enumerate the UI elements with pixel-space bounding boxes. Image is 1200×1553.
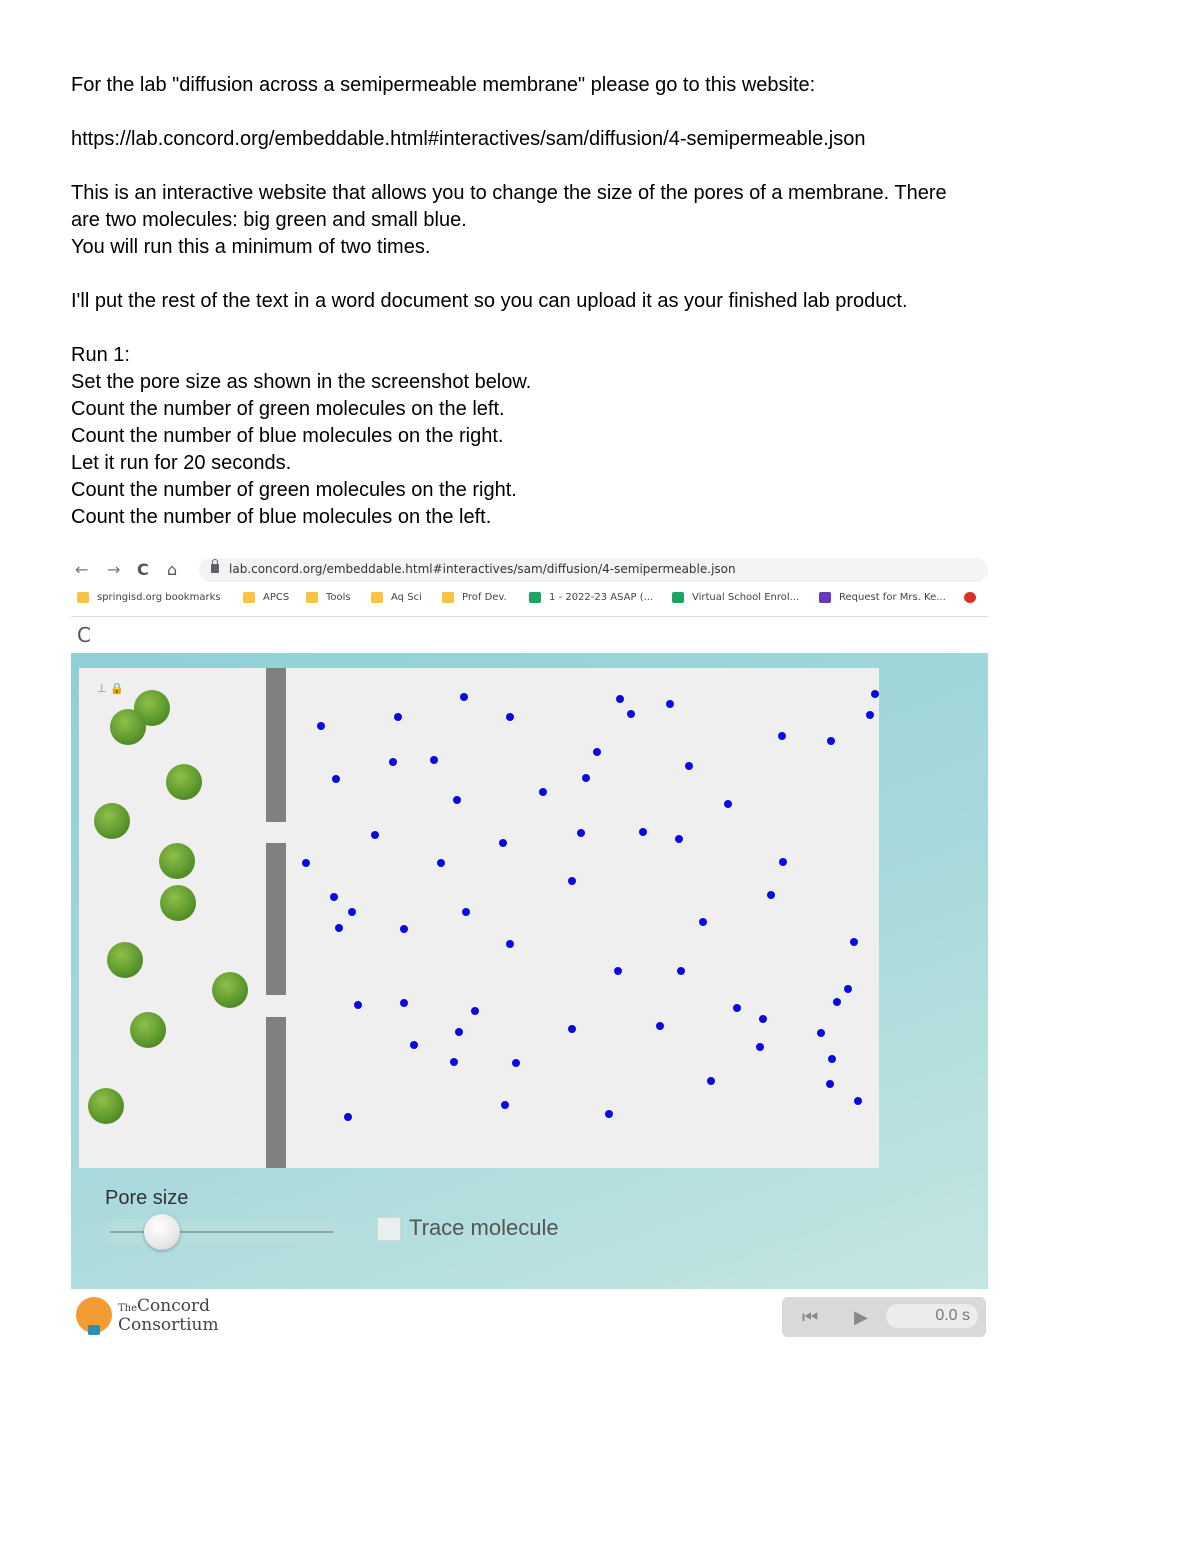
concord-consortium-logo[interactable]: TheConcord Consortium [76,1297,219,1333]
blue-molecule [577,829,585,837]
blue-molecule [854,1097,862,1105]
blue-molecule [354,1001,362,1009]
bookmark-item[interactable] [964,592,984,603]
instruction-4: Let it run for 20 seconds. [71,452,292,474]
blue-molecule [453,796,461,804]
membrane-segment [266,843,286,995]
time-display: 0.0 s [886,1304,978,1328]
blue-molecule [656,1022,664,1030]
browser-screenshot [71,556,988,1339]
blue-molecule [317,722,325,730]
blue-molecule [733,1004,741,1012]
blue-molecule [627,710,635,718]
description-line-2: are two molecules: big green and small blue. [71,209,467,231]
forward-arrow-icon[interactable]: → [107,560,121,579]
blue-molecule [675,835,683,843]
green-molecule [107,942,143,978]
instruction-6: Count the number of blue molecules on the left. [71,506,492,528]
forms-icon [819,592,831,603]
document-text [71,72,1151,531]
green-molecule [166,764,202,800]
blue-molecule [499,839,507,847]
blue-molecule [512,1059,520,1067]
interactive-toolbar [71,617,988,653]
bookmark-item[interactable]: springisd.org bookmarks [77,592,221,603]
address-bar-row [71,556,988,584]
blue-molecule [724,800,732,808]
blue-molecule [666,700,674,708]
pore-size-label: Pore size [105,1187,189,1209]
blue-molecule [593,748,601,756]
blue-molecule [677,967,685,975]
blue-molecule [410,1041,418,1049]
blue-molecule [330,893,338,901]
run-heading: Run 1: [71,344,130,366]
blue-molecule [437,859,445,867]
blue-molecule [833,998,841,1006]
trace-molecule-checkbox[interactable] [377,1217,401,1241]
blue-molecule [850,938,858,946]
blue-molecule [568,877,576,885]
folder-icon [306,592,318,603]
blue-molecule [400,925,408,933]
blue-molecule [827,737,835,745]
url-text: lab.concord.org/embeddable.html#interactives/sam/diffusion/4-semipermeable.json [229,562,736,576]
blue-molecule [332,775,340,783]
membrane-segment [266,1017,286,1168]
bookmark-item[interactable]: Tools [306,592,351,603]
blue-molecule [605,1110,613,1118]
url-bar[interactable] [199,558,988,582]
blue-molecule [778,732,786,740]
blue-molecule [302,859,310,867]
blue-molecule [759,1015,767,1023]
blue-molecule [582,774,590,782]
bookmark-item[interactable]: 1 - 2022-23 ASAP (... [529,592,653,603]
instruction-1: Set the pore size as shown in the screenshot below. [71,371,532,393]
blue-molecule [348,908,356,916]
blue-molecule [828,1055,836,1063]
blue-molecule [430,756,438,764]
molecule-container [79,668,879,1168]
blue-molecule [539,788,547,796]
blue-molecule [639,828,647,836]
bookmark-item[interactable]: Aq Sci [371,592,422,603]
instruction-2: Count the number of green molecules on the left. [71,398,505,420]
reload-model-icon[interactable]: C [77,623,91,647]
folder-icon [243,592,255,603]
blue-molecule [450,1058,458,1066]
word-doc-note: I'll put the rest of the text in a word document so you can upload it as your finished lab product. [71,290,908,312]
blue-molecule [506,713,514,721]
blue-molecule [568,1025,576,1033]
blue-molecule [779,858,787,866]
blue-molecule [455,1028,463,1036]
blue-molecule [685,762,693,770]
blue-molecule [767,891,775,899]
description-line-1: This is an interactive website that allows you to change the size of the pores of a membrane. There [71,182,947,204]
play-icon[interactable]: ▶ [854,1307,868,1328]
blue-molecule [400,999,408,1007]
lock-icon [211,564,219,573]
green-molecule [88,1088,124,1124]
reload-icon[interactable]: C [137,560,149,579]
website-url: https://lab.concord.org/embeddable.html#interactives/sam/diffusion/4-semipermeable.json [71,128,866,150]
blue-molecule [462,908,470,916]
green-molecule [212,972,248,1008]
home-icon[interactable]: ⌂ [167,560,178,579]
sheets-icon [529,592,541,603]
blue-molecule [371,831,379,839]
reset-icon[interactable]: ⏮ [802,1307,819,1328]
green-molecule [94,803,130,839]
blue-molecule [817,1029,825,1037]
blue-molecule [471,1007,479,1015]
blue-molecule [826,1080,834,1088]
pore-size-slider[interactable] [104,1219,339,1245]
blue-molecule [756,1043,764,1051]
blue-molecule [335,924,343,932]
blue-molecule [614,967,622,975]
green-molecule [159,843,195,879]
blue-molecule [866,711,874,719]
bookmark-item[interactable]: Prof Dev. [442,592,507,603]
bookmarks-bar [71,584,988,617]
blue-molecule [501,1101,509,1109]
blue-molecule [616,695,624,703]
app-icon [964,592,976,603]
instruction-5: Count the number of green molecules on the right. [71,479,517,501]
bookmark-item[interactable]: Virtual School Enrol... [672,592,799,603]
blue-molecule [844,985,852,993]
folder-icon [371,592,383,603]
membrane-segment [266,668,286,822]
blue-molecule [344,1113,352,1121]
blue-molecule [394,713,402,721]
instruction-3: Count the number of blue molecules on the right. [71,425,504,447]
blue-molecule [871,690,879,698]
green-molecule [110,709,146,745]
green-molecule [160,885,196,921]
interactive-footer [71,1289,988,1339]
bookmark-item[interactable]: Request for Mrs. Ke... [819,592,946,603]
bookmark-item[interactable]: APCS [243,592,289,603]
blue-molecule [460,693,468,701]
sheets-icon [672,592,684,603]
playback-controls [782,1297,986,1337]
lightbulb-icon [76,1297,112,1333]
blue-molecule [707,1077,715,1085]
description-line-3: You will run this a minimum of two times. [71,236,431,258]
blue-molecule [699,918,707,926]
panel-tools-icons[interactable]: ⊥ 🔒 [97,682,124,695]
simulation-area [71,653,988,1289]
blue-molecule [389,758,397,766]
slider-thumb[interactable] [144,1214,180,1250]
blue-molecule [506,940,514,948]
folder-icon [442,592,454,603]
back-arrow-icon[interactable]: ← [75,560,89,579]
trace-molecule-label: Trace molecule [409,1215,559,1240]
intro-line: For the lab "diffusion across a semipermeable membrane" please go to this website: [71,74,816,96]
green-molecule [130,1012,166,1048]
folder-icon [77,592,89,603]
